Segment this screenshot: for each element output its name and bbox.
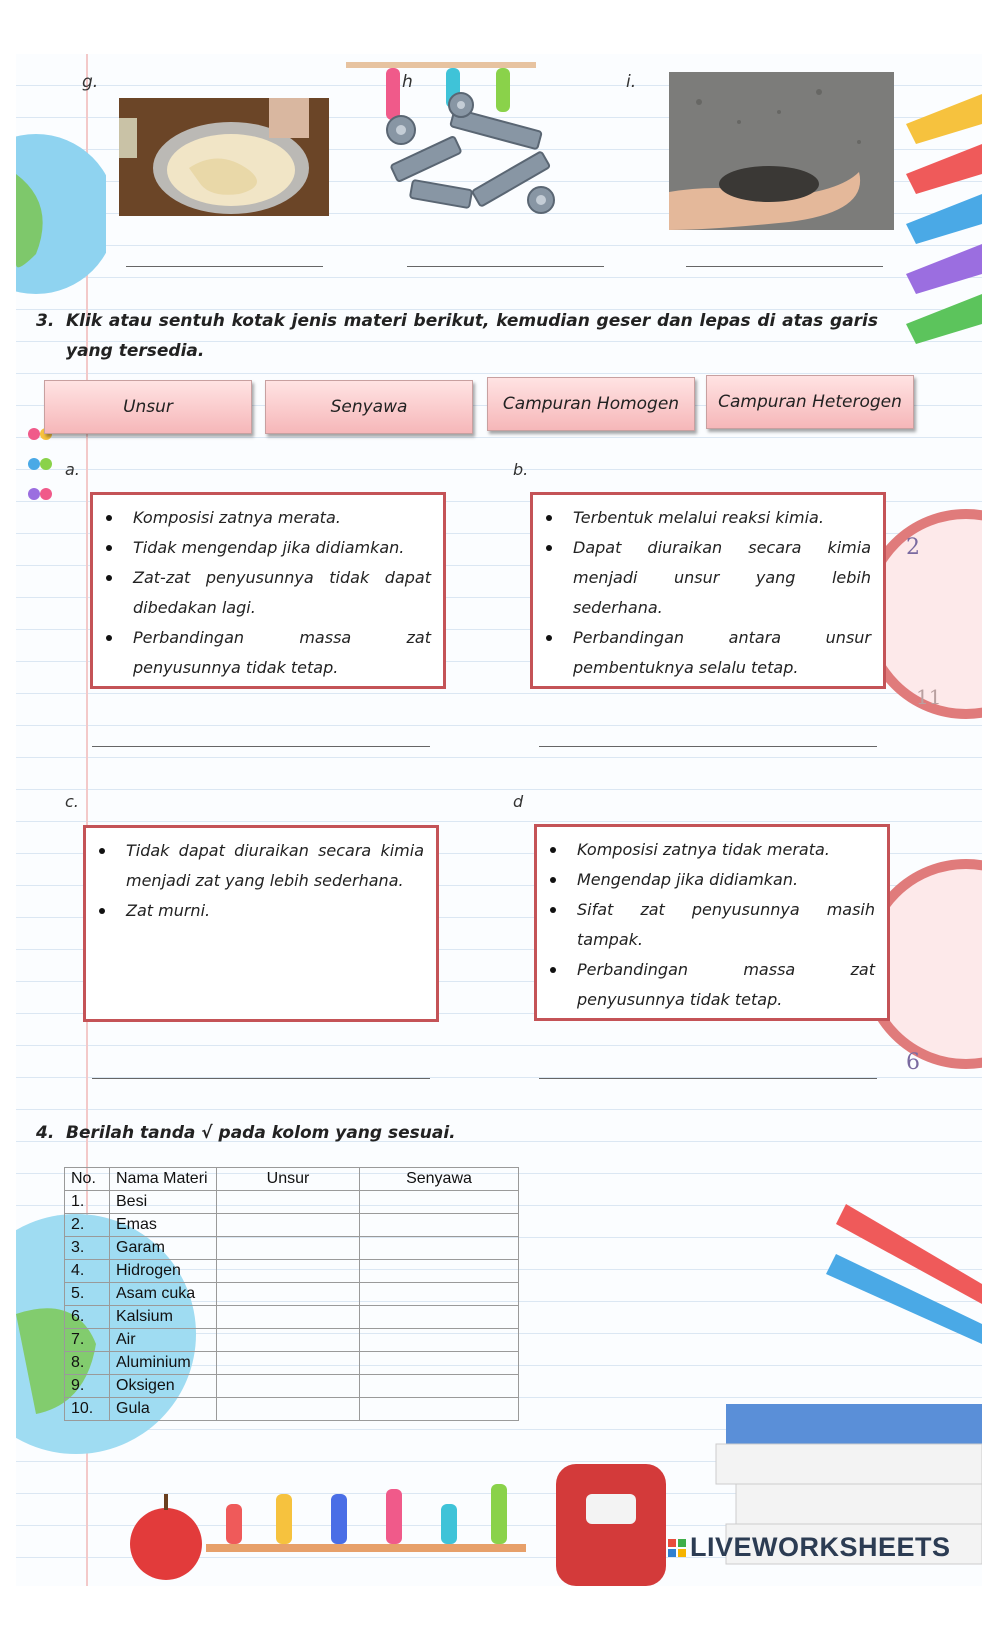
row-number: 5. [65,1283,110,1306]
box-c-item: Tidak dapat diuraikan secara kimia menjadi zat yang lebih sederhana. [126,836,424,896]
image-label-g: g. [82,72,99,92]
box-d-item: Sifat zat penyusunnya masih tampak. [577,895,875,955]
svg-text:11: 11 [916,685,942,709]
header-nama-materi: Nama Materi [110,1168,217,1191]
apple-bottom-decoration [126,1474,206,1586]
table-row [65,1214,519,1237]
box-c-item: Zat murni. [126,896,424,926]
box-b-item: Dapat diuraikan secara kimia menjadi unsur yang lebih sederhana. [573,533,871,623]
material-name: Aluminium [110,1352,217,1375]
clock-right-decoration-lower [876,844,982,1084]
row-number: 3. [65,1237,110,1260]
unsur-check-cell[interactable] [217,1237,360,1260]
material-name: Emas [110,1214,217,1237]
liveworksheets-logo-icon [668,1539,686,1557]
svg-text:2: 2 [906,535,920,560]
box-b-item: Terbentuk melalui reaksi kimia. [573,503,871,533]
material-name: Asam cuka [110,1283,217,1306]
answer-blank-i[interactable] [686,266,883,267]
row-number: 10. [65,1398,110,1421]
table-row [65,1375,519,1398]
option-senyawa[interactable]: Senyawa [265,380,473,434]
unsur-check-cell[interactable] [217,1306,360,1329]
box-a-item: Zat-zat penyusunnya tidak dapat dibedakan lagi. [133,563,431,623]
unsur-check-cell[interactable] [217,1398,360,1421]
senyawa-check-cell[interactable] [360,1352,519,1375]
material-name: Garam [110,1237,217,1260]
row-number: 9. [65,1375,110,1398]
option-campuran-heterogen[interactable]: Campuran Heterogen [706,375,914,429]
table-row [65,1260,519,1283]
table-row [65,1306,519,1329]
senyawa-check-cell[interactable] [360,1237,519,1260]
svg-text:6: 6 [906,1050,920,1075]
question-4-number: 4. [36,1123,55,1143]
option-campuran-homogen[interactable]: Campuran Homogen [487,377,695,431]
description-box-c [83,825,439,1022]
answer-blank-h[interactable] [407,266,604,267]
option-unsur[interactable]: Unsur [44,380,252,434]
box-a-item: Komposisi zatnya merata. [133,503,431,533]
senyawa-check-cell[interactable] [360,1398,519,1421]
unsur-check-cell[interactable] [217,1214,360,1237]
question-3-text: Klik atau sentuh kotak jenis materi berikut, kemudian geser dan lepas di atas garis yang tersedia. [66,311,878,361]
unsur-check-cell[interactable] [217,1191,360,1214]
unsur-check-cell[interactable] [217,1283,360,1306]
pencils-right-decoration [896,94,982,414]
senyawa-check-cell[interactable] [360,1375,519,1398]
unsur-check-cell[interactable] [217,1329,360,1352]
senyawa-check-cell[interactable] [360,1283,519,1306]
material-name: Air [110,1329,217,1352]
soil-photo [669,72,894,230]
question-3-number: 3. [36,311,55,331]
material-name: Gula [110,1398,217,1421]
brand-name: LIVEWORKSHEETS [690,1532,951,1562]
box-a-item: Perbandingan massa zat penyusunnya tidak tetap. [133,623,431,683]
box-label-a: a. [65,460,80,479]
box-b-item: Perbandingan antara unsur pembentuknya selalu tetap. [573,623,871,683]
box-d-item: Mengendap jika didiamkan. [577,865,875,895]
table-row [65,1352,519,1375]
box-label-d: d [513,792,524,811]
row-number: 6. [65,1306,110,1329]
unsur-check-cell[interactable] [217,1375,360,1398]
abacus-bottom-decoration [206,1434,526,1586]
senyawa-check-cell[interactable] [360,1214,519,1237]
answer-blank-g[interactable] [126,266,323,267]
row-number: 8. [65,1352,110,1375]
cream-mixture-photo [119,98,329,216]
material-name: Hidrogen [110,1260,217,1283]
header-unsur: Unsur [217,1168,360,1191]
header-no: No. [65,1168,110,1191]
bolts-nuts-photo [371,90,576,222]
material-name: Besi [110,1191,217,1214]
materials-table [64,1167,519,1421]
table-row [65,1237,519,1260]
table-header-row [65,1168,519,1191]
description-box-a [90,492,446,689]
box-label-b: b. [513,460,529,479]
clock-right-decoration [876,494,982,734]
image-label-h: h [402,72,413,92]
answer-blank-c[interactable] [92,1078,430,1079]
description-box-b [530,492,886,689]
box-label-c: c. [65,792,79,811]
unsur-check-cell[interactable] [217,1260,360,1283]
description-box-d [534,824,890,1021]
row-number: 1. [65,1191,110,1214]
senyawa-check-cell[interactable] [360,1191,519,1214]
material-name: Kalsium [110,1306,217,1329]
answer-blank-d[interactable] [539,1078,877,1079]
liveworksheets-logo [668,1532,951,1563]
pencils-bottom-right-decoration [816,1194,982,1374]
table-row [65,1283,519,1306]
box-d-item: Perbandingan massa zat penyusunnya tidak tetap. [577,955,875,1015]
backpack-bottom-decoration [536,1424,686,1586]
answer-blank-a[interactable] [92,746,430,747]
header-senyawa: Senyawa [360,1168,519,1191]
unsur-check-cell[interactable] [217,1352,360,1375]
row-number: 2. [65,1214,110,1237]
row-number: 7. [65,1329,110,1352]
box-a-item: Tidak mengendap jika didiamkan. [133,533,431,563]
material-name: Oksigen [110,1375,217,1398]
table-row [65,1398,519,1421]
box-d-item: Komposisi zatnya tidak merata. [577,835,875,865]
senyawa-check-cell[interactable] [360,1329,519,1352]
table-row [65,1329,519,1352]
senyawa-check-cell[interactable] [360,1306,519,1329]
row-number: 4. [65,1260,110,1283]
answer-blank-b[interactable] [539,746,877,747]
question-4-text: Berilah tanda √ pada kolom yang sesuai. [66,1123,456,1143]
image-label-i: i. [626,72,637,92]
table-row [65,1191,519,1214]
senyawa-check-cell[interactable] [360,1260,519,1283]
globe-left-decoration [16,114,106,314]
